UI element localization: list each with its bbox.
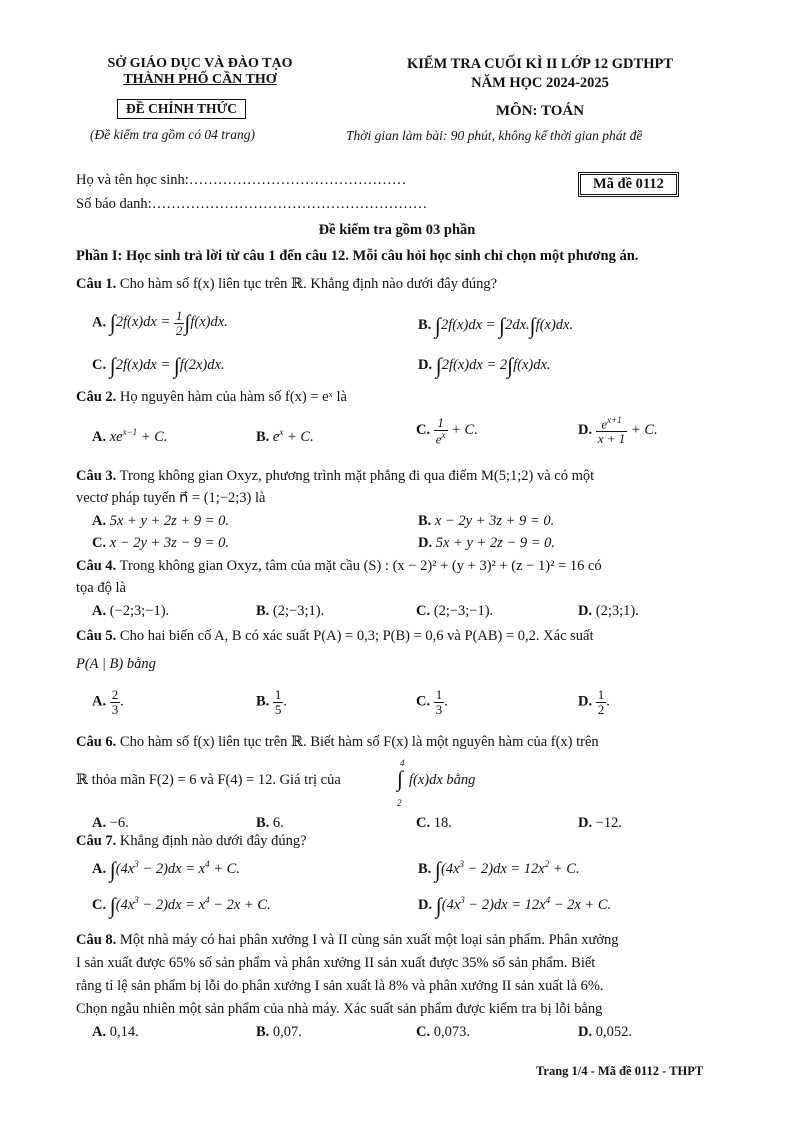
parts-title: Đề kiểm tra gồm 03 phần bbox=[318, 222, 476, 238]
option-label: C. bbox=[416, 1024, 431, 1040]
question-5-text-cont: P(A | B) bằng bbox=[76, 656, 156, 672]
question-8-label: Câu 8. bbox=[76, 932, 117, 948]
department-line-1: SỞ GIÁO DỤC VÀ ĐÀO TẠO bbox=[107, 56, 293, 71]
question-1-text: Cho hàm số f(x) liên tục trên ℝ. Khẳng định nào dưới đây đúng? bbox=[119, 276, 498, 292]
official-label: ĐỀ CHÍNH THỨC bbox=[126, 101, 238, 116]
q1-option-b: B. ∫2f(x)dx = ∫2dx.∫f(x)dx. bbox=[418, 313, 574, 338]
q2-option-a: A. $xe^{x-1} + C$. bbox=[92, 427, 168, 445]
q3-option-c bbox=[92, 535, 229, 552]
q5-option-d: D. $\frac{1}{2}$ . bbox=[578, 687, 610, 717]
option-text: x − 2y + 3z − 9 = 0. bbox=[109, 535, 230, 551]
question-6-text: Cho hàm số f(x) liên tục trên ℝ. Biết hàm số F(x) là một nguyên hàm của f(x) trên bbox=[119, 734, 599, 750]
option-label: D. bbox=[418, 535, 433, 551]
q1-option-c: C. ∫2f(x)dx = ∫f(2x)dx. bbox=[92, 353, 225, 378]
q5-option-a: A. $\frac{2}{3}$ . bbox=[92, 687, 124, 717]
option-label: B. bbox=[256, 815, 270, 831]
option-label: A. bbox=[92, 314, 107, 331]
q4-option-a bbox=[92, 603, 169, 620]
option-label: D. bbox=[578, 1024, 593, 1040]
q4-option-c bbox=[416, 603, 493, 620]
department-name bbox=[80, 56, 320, 88]
question-8-line-2: I sản xuất được 65% số sản phẩm và phân xưởng II sản xuất được 35% số sản phẩm. Biết bbox=[76, 955, 596, 971]
pages-note: (Đề kiểm tra gồm có 04 trang) bbox=[90, 127, 255, 142]
question-6 bbox=[76, 734, 599, 751]
option-text: 0,07. bbox=[272, 1024, 302, 1040]
option-label: D. bbox=[578, 693, 593, 710]
question-7-label: Câu 7. bbox=[76, 833, 117, 849]
question-3 bbox=[76, 468, 594, 485]
part1-title: Phần I: Học sinh trả lời từ câu 1 đến câu 12. Mỗi câu hỏi học sinh chỉ chọn một phương án. bbox=[76, 248, 639, 264]
option-label: C. bbox=[416, 693, 431, 710]
q7-option-b: B. $\int(4x^3 - 2)dx = 12x^2 + C$. bbox=[418, 857, 580, 882]
question-3-text-cont: vectơ pháp tuyến n⃗ = (1;−2;3) là bbox=[76, 490, 266, 506]
q6-option-c bbox=[416, 815, 452, 832]
q3-option-b bbox=[418, 513, 554, 530]
q6-integral-text: f(x)dx bằng bbox=[409, 772, 476, 788]
option-text: −6. bbox=[109, 815, 129, 831]
q2-option-c: C. $\frac{1}{e^x}$ + C. bbox=[416, 415, 478, 446]
official-badge bbox=[117, 99, 246, 119]
student-id-line: Số báo danh:………………………………………………… bbox=[76, 196, 428, 212]
option-label: C. bbox=[92, 535, 107, 551]
question-8-line-4: Chọn ngẫu nhiên một sản phẩm của nhà máy. Xác suất sản phẩm được kiểm tra bị lỗi bằng bbox=[76, 1001, 603, 1017]
question-7-text: Khẳng định nào dưới đây đúng? bbox=[119, 833, 307, 849]
option-text: 0,14. bbox=[109, 1024, 139, 1040]
option-label: C. bbox=[416, 422, 431, 439]
question-1-label: Câu 1. bbox=[76, 276, 117, 292]
option-text: (2;−3;1). bbox=[272, 603, 325, 619]
q2-option-b: B. $e^x + C$. bbox=[256, 427, 314, 445]
question-4-text-cont: tọa độ là bbox=[76, 580, 126, 596]
option-label: B. bbox=[418, 513, 432, 529]
option-text: −12. bbox=[595, 815, 623, 831]
question-6-label: Câu 6. bbox=[76, 734, 117, 750]
subject: MÔN: TOÁN bbox=[495, 103, 585, 119]
option-text: 0,052. bbox=[595, 1024, 632, 1040]
q7-option-d: D. $\int(4x^3 - 2)dx = 12x^4 - 2x + C$. bbox=[418, 893, 612, 918]
question-2-text: Họ nguyên hàm của hàm số f(x) = eˣ là bbox=[119, 389, 347, 405]
option-label: B. bbox=[256, 428, 270, 445]
q4-option-b bbox=[256, 603, 324, 620]
time-note: Thời gian làm bài: 90 phút, không kể thời gian phát đề bbox=[346, 128, 643, 143]
option-text: (2;3;1). bbox=[595, 603, 639, 619]
question-1 bbox=[76, 276, 497, 293]
q8-option-b bbox=[256, 1024, 302, 1041]
option-label: B. bbox=[256, 1024, 270, 1040]
option-text: 5x + y + 2z + 9 = 0. bbox=[109, 513, 230, 529]
q7-option-a: A. $\int(4x^3 - 2)dx = x^4 + C$. bbox=[92, 857, 240, 882]
option-text: 18. bbox=[433, 815, 452, 831]
question-8-line-3: rằng tỉ lệ sản phẩm bị lỗi do phân xưởng I sản xuất là 8% và phân xưởng II sản xuất là 6%. bbox=[76, 978, 604, 994]
option-label: D. bbox=[418, 897, 433, 913]
question-2-label: Câu 2. bbox=[76, 389, 117, 405]
q2-option-d: D. $\frac{e^{x+1}}{x + 1}$ + C. bbox=[578, 415, 658, 446]
q6-option-a bbox=[92, 815, 129, 832]
option-label: B. bbox=[256, 693, 270, 710]
exam-code-box bbox=[578, 172, 679, 197]
q4-option-d bbox=[578, 603, 639, 620]
question-4-label: Câu 4. bbox=[76, 558, 117, 574]
q5-option-b: B. $\frac{1}{5}$ . bbox=[256, 687, 288, 717]
q8-option-a bbox=[92, 1024, 139, 1041]
option-label: D. bbox=[578, 815, 593, 831]
q8-option-d bbox=[578, 1024, 632, 1041]
school-year: NĂM HỌC 2024-2025 bbox=[471, 75, 609, 91]
question-8-line-1: Một nhà máy có hai phân xưởng I và II cùng sản xuất một loại sản phẩm. Phân xưởng bbox=[119, 932, 619, 948]
q5-option-c: C. $\frac{1}{3}$ . bbox=[416, 687, 448, 717]
option-label: A. bbox=[92, 513, 107, 529]
option-label: B. bbox=[418, 861, 432, 877]
option-label: C. bbox=[92, 357, 107, 373]
option-label: D. bbox=[578, 422, 593, 439]
question-2 bbox=[76, 389, 347, 406]
option-label: A. bbox=[92, 603, 107, 619]
option-label: D. bbox=[418, 357, 433, 373]
question-6-text-cont: ℝ thỏa mãn F(2) = 6 và F(4) = 12. Giá trị của bbox=[76, 772, 341, 788]
student-name-line: Họ và tên học sinh:……………………………………… bbox=[76, 172, 407, 188]
option-label: A. bbox=[92, 428, 107, 445]
option-label: B. bbox=[256, 603, 270, 619]
q3-option-a bbox=[92, 513, 229, 530]
option-label: A. bbox=[92, 1024, 107, 1040]
question-4 bbox=[76, 558, 602, 575]
option-label: B. bbox=[418, 317, 432, 333]
question-7 bbox=[76, 833, 307, 850]
question-3-text: Trong không gian Oxyz, phương trình mặt phẳng đi qua điểm M(5;1;2) và có một bbox=[119, 468, 595, 484]
question-5 bbox=[76, 628, 594, 645]
option-label: C. bbox=[92, 897, 107, 913]
question-3-label: Câu 3. bbox=[76, 468, 117, 484]
q1-option-a: A. ∫2f(x)dx = $\frac{1}{2}$ ∫f(x)dx. bbox=[92, 308, 228, 338]
option-text: (2;−3;−1). bbox=[433, 603, 494, 619]
question-5-text: Cho hai biến cố A, B có xác suất P(A) = 0,3; P(B) = 0,6 và P(AB) = 0,2. Xác suất bbox=[119, 628, 594, 644]
q8-option-c bbox=[416, 1024, 470, 1041]
option-label: D. bbox=[578, 603, 593, 619]
exam-title: KIỂM TRA CUỐI KÌ II LỚP 12 GDTHPT bbox=[406, 56, 673, 72]
q7-option-c: C. $\int(4x^3 - 2)dx = x^4 - 2x + C$. bbox=[92, 893, 271, 918]
page-footer: Trang 1/4 - Mã đề 0112 - THPT bbox=[536, 1064, 704, 1078]
q3-option-d bbox=[418, 535, 555, 552]
question-8 bbox=[76, 932, 619, 949]
option-label: C. bbox=[416, 603, 431, 619]
option-text: 5x + y + 2z − 9 = 0. bbox=[435, 535, 556, 551]
question-4-text: Trong không gian Oxyz, tâm của mặt cầu (S) : (x − 2)² + (y + 3)² + (z − 1)² = 16 có bbox=[119, 558, 602, 574]
q6-option-d bbox=[578, 815, 622, 832]
q6-option-b bbox=[256, 815, 284, 832]
option-text: 0,073. bbox=[433, 1024, 470, 1040]
q1-option-d: D. ∫2f(x)dx = 2∫f(x)dx. bbox=[418, 353, 551, 378]
option-label: C. bbox=[416, 815, 431, 831]
exam-code: Mã đề 0112 bbox=[593, 176, 664, 192]
question-5-label: Câu 5. bbox=[76, 628, 117, 644]
option-label: A. bbox=[92, 693, 107, 710]
option-label: A. bbox=[92, 815, 107, 831]
option-text: (−2;3;−1). bbox=[109, 603, 170, 619]
option-label: A. bbox=[92, 861, 107, 877]
option-text: 6. bbox=[272, 815, 284, 831]
option-text: x − 2y + 3z + 9 = 0. bbox=[434, 513, 555, 529]
department-line-2: THÀNH PHỐ CẦN THƠ bbox=[123, 72, 277, 87]
